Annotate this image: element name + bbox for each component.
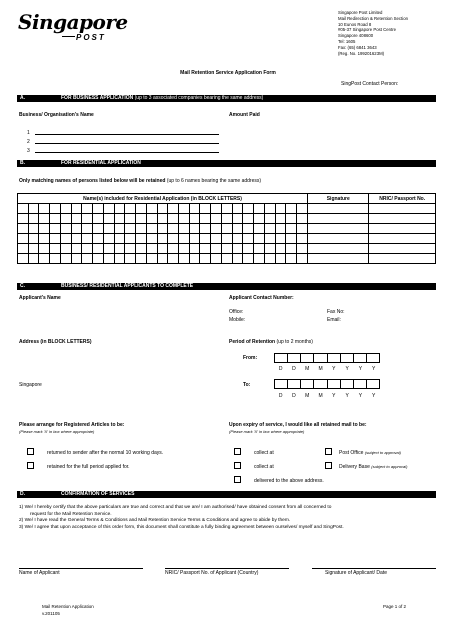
signature-cell[interactable] — [308, 214, 369, 224]
letter-cell[interactable] — [221, 234, 232, 244]
letter-cell[interactable] — [211, 234, 222, 244]
deliver-address-label: delivered to the above address. — [254, 478, 324, 484]
letter-cell[interactable] — [28, 244, 39, 254]
section-title: CONFIRMATION OF SERVICES — [61, 491, 135, 497]
letter-cell[interactable] — [211, 244, 222, 254]
letter-cell[interactable] — [232, 214, 243, 224]
address-label: Address (in BLOCK LETTERS) — [19, 339, 92, 345]
letter-cell[interactable] — [71, 244, 82, 254]
residential-row — [18, 244, 436, 254]
letter-cell[interactable] — [136, 204, 147, 214]
period-note: (up to 2 months) — [276, 339, 313, 345]
instruction-bold: Only matching names of persons listed below will be retained — [19, 178, 166, 184]
letter-cell[interactable] — [168, 224, 179, 234]
letter-cell[interactable] — [146, 214, 157, 224]
letter-cell[interactable] — [18, 234, 29, 244]
letter-cell[interactable] — [264, 234, 275, 244]
from-label: From: — [243, 355, 258, 361]
letter-cell[interactable] — [82, 204, 93, 214]
letter-cell[interactable] — [243, 244, 254, 254]
letter-cell[interactable] — [93, 214, 104, 224]
approval-note: (subject to approval) — [364, 450, 402, 455]
letter-cell[interactable] — [243, 224, 254, 234]
letter-cell[interactable] — [157, 224, 168, 234]
period-label — [229, 339, 313, 345]
sig-label: NRIC/ Passport No. of Applicant (Country) — [165, 570, 259, 576]
letter-cell[interactable] — [71, 204, 82, 214]
letter-cell[interactable] — [243, 204, 254, 214]
letter-cell[interactable] — [189, 204, 200, 214]
logo-post: POST — [76, 33, 106, 42]
letter-cell[interactable] — [211, 224, 222, 234]
letter-cell[interactable] — [125, 224, 136, 234]
return-sender-label: returned to sender after the normal 10 working days. — [47, 450, 164, 456]
letter-cell[interactable] — [60, 244, 71, 254]
letter-cell[interactable] — [297, 204, 308, 214]
section-letter: D. — [20, 491, 25, 497]
nric-line[interactable] — [165, 568, 289, 569]
letter-cell[interactable] — [71, 254, 82, 264]
to-date-field[interactable] — [274, 379, 380, 389]
letter-cell[interactable] — [200, 254, 211, 264]
mobile-label: Mobile: — [229, 317, 246, 323]
letter-cell[interactable] — [168, 234, 179, 244]
to-date-labels: D D M M Y Y Y Y — [278, 393, 376, 399]
letter-cell[interactable] — [275, 214, 286, 224]
letter-cell[interactable] — [254, 204, 265, 214]
letter-cell[interactable] — [286, 234, 297, 244]
nric-header: NRIC/ Passport No. — [369, 194, 436, 204]
section-c-header — [17, 283, 436, 290]
residential-row — [18, 234, 436, 244]
confirmation-item: 2) We/ I have read the General Terms & Conditions and Mail Retention Service Terms & Conditions and agree to abide by them. — [19, 518, 291, 523]
letter-cell[interactable] — [50, 204, 61, 214]
letter-cell[interactable] — [264, 204, 275, 214]
signature-cell[interactable] — [308, 244, 369, 254]
letter-cell[interactable] — [103, 204, 114, 214]
letter-cell[interactable] — [18, 204, 29, 214]
letter-cell[interactable] — [200, 204, 211, 214]
address-line: (Reg. No. 199201623M) — [338, 50, 385, 56]
registered-title: Please arrange for Registered Articles to be: — [19, 422, 125, 428]
section-a-header — [17, 95, 436, 102]
instruction-note: (up to 6 names bearing the same address) — [166, 178, 262, 184]
names-header: Name(s) included for Residential Application (in BLOCK LETTERS) — [18, 194, 308, 204]
contact-number-label: Applicant Contact Number: — [229, 295, 294, 301]
section-title: FOR BUSINESS APPLICATION — [61, 95, 134, 101]
letter-cell[interactable] — [136, 254, 147, 264]
form-title: Mail Retention Service Application Form — [180, 70, 276, 76]
post-office-label — [339, 450, 401, 456]
letter-cell[interactable] — [264, 214, 275, 224]
letter-cell[interactable] — [136, 244, 147, 254]
letter-cell[interactable] — [114, 224, 125, 234]
letter-cell[interactable] — [39, 254, 50, 264]
letter-cell[interactable] — [168, 254, 179, 264]
letter-cell[interactable] — [297, 224, 308, 234]
letter-cell[interactable] — [18, 244, 29, 254]
return-sender-checkbox[interactable] — [27, 448, 34, 455]
letter-cell[interactable] — [39, 224, 50, 234]
letter-cell[interactable] — [82, 234, 93, 244]
address-line: #05-37 Singapore Post Centre — [338, 27, 397, 33]
letter-cell[interactable] — [286, 224, 297, 234]
address-line: Singapore 408600 — [338, 33, 374, 39]
letter-cell[interactable] — [297, 214, 308, 224]
section-title: FOR RESIDENTIAL APPLICATION — [61, 160, 141, 166]
letter-cell[interactable] — [146, 244, 157, 254]
letter-cell[interactable] — [232, 204, 243, 214]
office-label: Office: — [229, 309, 244, 315]
collect-label: collect at — [254, 450, 274, 456]
letter-cell[interactable] — [243, 234, 254, 244]
letter-cell[interactable] — [103, 224, 114, 234]
amount-paid-label: Amount Paid — [229, 112, 260, 118]
sig-label: Name of Applicant — [19, 570, 60, 576]
expiry-note: (Please mark 'X' in box where appropriate) — [229, 429, 305, 434]
signature-cell[interactable] — [308, 224, 369, 234]
address-block — [338, 10, 438, 56]
letter-cell[interactable] — [264, 224, 275, 234]
letter-cell[interactable] — [18, 214, 29, 224]
letter-cell[interactable] — [297, 234, 308, 244]
letter-cell[interactable] — [136, 234, 147, 244]
business-name-1-field[interactable] — [35, 134, 219, 135]
letter-cell[interactable] — [125, 254, 136, 264]
letter-cell[interactable] — [146, 204, 157, 214]
letter-cell[interactable] — [28, 234, 39, 244]
address-line: Tel: 1605 — [338, 38, 356, 44]
letter-cell[interactable] — [157, 204, 168, 214]
letter-cell[interactable] — [39, 204, 50, 214]
letter-cell[interactable] — [157, 254, 168, 264]
applicant-name-line[interactable] — [19, 568, 143, 569]
to-label: To: — [243, 382, 251, 388]
letter-cell[interactable] — [168, 214, 179, 224]
from-date-labels: D D M M Y Y Y Y — [278, 366, 376, 372]
letter-cell[interactable] — [50, 254, 61, 264]
letter-cell[interactable] — [211, 254, 222, 264]
row-number: 2 — [27, 139, 30, 145]
letter-cell[interactable] — [28, 254, 39, 264]
letter-cell[interactable] — [39, 244, 50, 254]
letter-cell[interactable] — [125, 214, 136, 224]
letter-cell[interactable] — [136, 214, 147, 224]
section-letter: C. — [20, 283, 25, 289]
letter-cell[interactable] — [200, 224, 211, 234]
nric-cell[interactable] — [369, 204, 436, 214]
letter-cell[interactable] — [60, 204, 71, 214]
address-line: Fax: (65) 6841 3643 — [338, 44, 377, 50]
applicant-name-label: Applicant's Name — [19, 295, 61, 301]
letter-cell[interactable] — [179, 224, 190, 234]
row-number: 1 — [27, 130, 30, 136]
letter-cell[interactable] — [82, 224, 93, 234]
business-name-2-field[interactable] — [35, 143, 219, 144]
residential-row — [18, 254, 436, 264]
letter-cell[interactable] — [200, 234, 211, 244]
letter-cell[interactable] — [114, 234, 125, 244]
letter-cell[interactable] — [103, 234, 114, 244]
letter-cell[interactable] — [297, 254, 308, 264]
letter-cell[interactable] — [286, 244, 297, 254]
letter-cell[interactable] — [286, 214, 297, 224]
letter-cell[interactable] — [254, 234, 265, 244]
letter-cell[interactable] — [168, 204, 179, 214]
residential-row — [18, 204, 436, 214]
letter-cell[interactable] — [157, 244, 168, 254]
business-name-3-field[interactable] — [35, 152, 219, 153]
letter-cell[interactable] — [264, 254, 275, 264]
letter-cell[interactable] — [114, 204, 125, 214]
letter-cell[interactable] — [146, 234, 157, 244]
letter-cell[interactable] — [254, 214, 265, 224]
row-number: 3 — [27, 148, 30, 154]
letter-cell[interactable] — [103, 244, 114, 254]
period-title: Period of Retention — [229, 339, 276, 345]
address-line: 10 Eunos Road 8 — [338, 21, 372, 27]
letter-cell[interactable] — [50, 234, 61, 244]
email-label: Email: — [327, 317, 341, 323]
confirmation-item: 3) We/ I agree that upon acceptance of this order form, this document shall constitute a fully binding agreement between ourselves/ myself and SingPost. — [19, 524, 344, 530]
letter-cell[interactable] — [232, 234, 243, 244]
letter-cell[interactable] — [254, 254, 265, 264]
letter-cell[interactable] — [82, 244, 93, 254]
letter-cell[interactable] — [189, 214, 200, 224]
letter-cell[interactable] — [93, 254, 104, 264]
letter-cell[interactable] — [93, 224, 104, 234]
letter-cell[interactable] — [28, 224, 39, 234]
letter-cell[interactable] — [179, 204, 190, 214]
from-date-field[interactable] — [274, 353, 380, 363]
collect-delivery-checkbox[interactable] — [234, 462, 241, 469]
delivery-base-checkbox[interactable] — [325, 462, 332, 469]
nric-cell[interactable] — [369, 234, 436, 244]
letter-cell[interactable] — [189, 224, 200, 234]
section-title: BUSINESS/ RESIDENTIAL APPLICANTS TO COMPLETE — [61, 283, 194, 289]
letter-cell[interactable] — [275, 254, 286, 264]
nric-cell[interactable] — [369, 224, 436, 234]
letter-cell[interactable] — [221, 224, 232, 234]
letter-cell[interactable] — [221, 204, 232, 214]
retain-full-label: retained for the full period applied for. — [47, 464, 130, 470]
letter-cell[interactable] — [50, 224, 61, 234]
letter-cell[interactable] — [232, 224, 243, 234]
letter-cell[interactable] — [146, 224, 157, 234]
sig-label: Signature of Applicant/ Date — [325, 570, 387, 576]
footer-version: v.201105 — [42, 611, 60, 616]
contact-person-label: SingPost Contact Person: — [341, 81, 399, 87]
letter-cell[interactable] — [71, 224, 82, 234]
letter-cell[interactable] — [275, 224, 286, 234]
footer-title: Mail Retention Application — [42, 604, 94, 609]
letter-cell[interactable] — [157, 214, 168, 224]
business-name-label: Business/ Organisation's Name — [19, 112, 94, 118]
retain-full-checkbox[interactable] — [27, 462, 34, 469]
letter-cell[interactable] — [254, 224, 265, 234]
nric-cell[interactable] — [369, 254, 436, 264]
letter-cell[interactable] — [125, 204, 136, 214]
confirmation-item: 1) We/ I hereby certify that the above particulars are true and correct and that we are/ I am authorised/ have obtained consent from all concerned to — [19, 505, 332, 510]
letter-cell[interactable] — [60, 234, 71, 244]
letter-cell[interactable] — [28, 204, 39, 214]
letter-cell[interactable] — [232, 254, 243, 264]
letter-cell[interactable] — [211, 204, 222, 214]
post-office-checkbox[interactable] — [325, 448, 332, 455]
expiry-title: Upon expiry of service, I would like all retained mail to be: — [229, 422, 367, 428]
delivery-base-text: Delivery Base — [339, 464, 370, 470]
letter-cell[interactable] — [168, 244, 179, 254]
letter-cell[interactable] — [82, 214, 93, 224]
letter-cell[interactable] — [157, 234, 168, 244]
letter-cell[interactable] — [71, 214, 82, 224]
letter-cell[interactable] — [60, 254, 71, 264]
letter-cell[interactable] — [60, 214, 71, 224]
letter-cell[interactable] — [60, 224, 71, 234]
letter-cell[interactable] — [189, 254, 200, 264]
letter-cell[interactable] — [103, 214, 114, 224]
confirmation-list — [19, 505, 439, 531]
letter-cell[interactable] — [200, 244, 211, 254]
letter-cell[interactable] — [189, 234, 200, 244]
residential-row — [18, 224, 436, 234]
letter-cell[interactable] — [71, 234, 82, 244]
signature-cell[interactable] — [308, 254, 369, 264]
page-number: Page 1 of 2 — [383, 604, 407, 609]
residential-row — [18, 214, 436, 224]
country-label: Singapore — [19, 382, 42, 388]
nric-cell[interactable] — [369, 214, 436, 224]
letter-cell[interactable] — [82, 254, 93, 264]
letter-cell[interactable] — [221, 244, 232, 254]
signature-cell[interactable] — [308, 204, 369, 214]
letter-cell[interactable] — [254, 244, 265, 254]
letter-cell[interactable] — [114, 214, 125, 224]
residential-names-table — [17, 193, 436, 264]
logo-script: Singapore — [18, 10, 128, 34]
letter-cell[interactable] — [39, 214, 50, 224]
collect-label: collect at — [254, 464, 274, 470]
registered-note: (Please mark 'X' in box where appropriate) — [19, 429, 95, 434]
letter-cell[interactable] — [264, 244, 275, 254]
address-line: Mail Redirection & Retention Section — [338, 15, 408, 21]
letter-cell[interactable] — [125, 234, 136, 244]
signature-cell[interactable] — [308, 234, 369, 244]
letter-cell[interactable] — [18, 224, 29, 234]
section-note: (up to 3 associated companies bearing the same address) — [134, 95, 264, 101]
letter-cell[interactable] — [297, 244, 308, 254]
section-letter: A. — [20, 95, 25, 101]
section-b-instruction — [19, 178, 261, 184]
letter-cell[interactable] — [18, 254, 29, 264]
letter-cell[interactable] — [275, 234, 286, 244]
confirmation-item: request for the Mail Retention Service. — [30, 511, 112, 517]
letter-cell[interactable] — [179, 244, 190, 254]
letter-cell[interactable] — [93, 204, 104, 214]
collect-post-office-checkbox[interactable] — [234, 448, 241, 455]
letter-cell[interactable] — [200, 214, 211, 224]
letter-cell[interactable] — [28, 214, 39, 224]
signature-date-line[interactable] — [312, 568, 436, 569]
letter-cell[interactable] — [189, 244, 200, 254]
post-office-text: Post Office — [339, 450, 364, 456]
letter-cell[interactable] — [39, 234, 50, 244]
letter-cell[interactable] — [179, 254, 190, 264]
letter-cell[interactable] — [286, 254, 297, 264]
letter-cell[interactable] — [146, 254, 157, 264]
letter-cell[interactable] — [103, 254, 114, 264]
nric-cell[interactable] — [369, 244, 436, 254]
letter-cell[interactable] — [136, 224, 147, 234]
letter-cell[interactable] — [114, 244, 125, 254]
letter-cell[interactable] — [243, 214, 254, 224]
letter-cell[interactable] — [221, 214, 232, 224]
signature-header: Signature — [308, 194, 369, 204]
section-b-header — [17, 160, 436, 167]
section-d-header — [17, 491, 436, 498]
letter-cell[interactable] — [93, 234, 104, 244]
letter-cell[interactable] — [125, 244, 136, 254]
letter-cell[interactable] — [179, 234, 190, 244]
approval-note: (subject to approval) — [371, 464, 408, 469]
letter-cell[interactable] — [50, 214, 61, 224]
letter-cell[interactable] — [275, 204, 286, 214]
letter-cell[interactable] — [275, 244, 286, 254]
delivery-base-label — [339, 464, 408, 470]
letter-cell[interactable] — [114, 254, 125, 264]
letter-cell[interactable] — [232, 244, 243, 254]
letter-cell[interactable] — [221, 254, 232, 264]
letter-cell[interactable] — [211, 214, 222, 224]
letter-cell[interactable] — [93, 244, 104, 254]
letter-cell[interactable] — [50, 244, 61, 254]
section-letter: B. — [20, 160, 25, 166]
letter-cell[interactable] — [179, 214, 190, 224]
letter-cell[interactable] — [286, 204, 297, 214]
deliver-address-checkbox[interactable] — [234, 476, 241, 483]
fax-label: Fax No: — [327, 309, 345, 315]
address-line: Singapore Post Limited — [338, 10, 383, 15]
singapore-post-logo — [18, 10, 138, 50]
letter-cell[interactable] — [243, 254, 254, 264]
